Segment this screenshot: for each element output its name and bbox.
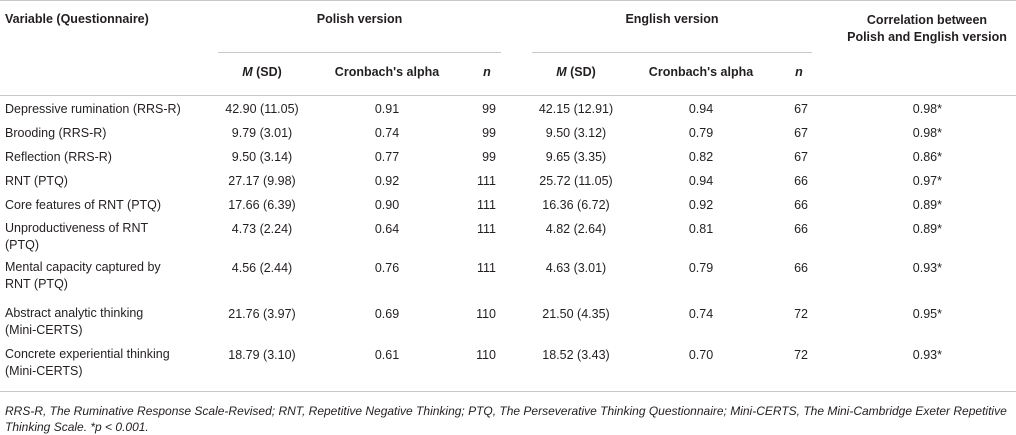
row-3-variable: RNT (PTQ): [5, 174, 68, 188]
row-2-en-n: 67: [794, 150, 808, 164]
row-8-variable: Concrete experiential thinking: [5, 347, 170, 361]
row-7-pl-alpha: 0.69: [374, 307, 400, 321]
row-7-variable-line2: (Mini-CERTS): [5, 323, 83, 337]
row-6-corr: 0.93*: [912, 261, 942, 275]
row-0-en-alpha: 0.94: [688, 102, 714, 116]
header-polish: Polish version: [316, 12, 403, 26]
row-8-variable-line2: (Mini-CERTS): [5, 364, 83, 378]
row-8-pl-alpha: 0.61: [374, 348, 400, 362]
row-5-pl-alpha: 0.64: [374, 222, 400, 236]
row-6-en-alpha: 0.79: [688, 261, 714, 275]
row-3-en-alpha: 0.94: [688, 174, 714, 188]
row-6-pl-msd: 4.56 (2.44): [231, 261, 293, 275]
row-5-pl-n: 111: [476, 222, 496, 236]
row-8-pl-msd: 18.79 (3.10): [228, 348, 296, 362]
row-6-en-msd: 4.63 (3.01): [545, 261, 607, 275]
subheader-sd: (SD): [256, 65, 282, 79]
row-1-pl-n: 99: [482, 126, 496, 140]
row-0-en-msd: 42.15 (12.91): [538, 102, 614, 116]
subheader-english-alpha: Cronbach's alpha: [648, 65, 754, 79]
row-7-en-alpha: 0.74: [688, 307, 714, 321]
row-3-pl-alpha: 0.92: [374, 174, 400, 188]
row-4-variable: Core features of RNT (PTQ): [5, 198, 162, 212]
row-6-variable-line2: RNT (PTQ): [5, 277, 68, 291]
row-7-pl-msd: 21.76 (3.97): [228, 307, 296, 321]
subheader-english-n: n: [795, 65, 803, 79]
top-rule: [0, 0, 1016, 1]
row-7-variable: Abstract analytic thinking: [5, 306, 144, 320]
polish-group-rule: [218, 52, 501, 53]
row-5-en-n: 66: [794, 222, 808, 236]
row-8-pl-n: 110: [476, 348, 496, 362]
row-0-pl-msd: 42.90 (11.05): [225, 102, 299, 116]
row-2-pl-msd: 9.50 (3.14): [231, 150, 293, 164]
header-variable: Variable (Questionnaire): [5, 12, 149, 26]
row-4-pl-n: 111: [476, 198, 496, 212]
row-0-corr: 0.98*: [912, 102, 942, 116]
header-bottom-rule: [0, 95, 1016, 96]
subheader-polish-alpha: Cronbach's alpha: [334, 65, 440, 79]
row-3-corr: 0.97*: [912, 174, 942, 188]
row-1-en-n: 67: [794, 126, 808, 140]
subheader-polish-n: n: [483, 65, 491, 79]
row-6-en-n: 66: [794, 261, 808, 275]
row-4-en-msd: 16.36 (6.72): [542, 198, 610, 212]
row-1-en-alpha: 0.79: [688, 126, 714, 140]
subheader-english-msd: [532, 64, 620, 80]
row-7-pl-n: 110: [476, 307, 496, 321]
row-3-en-n: 66: [794, 174, 808, 188]
row-8-en-msd: 18.52 (3.43): [542, 348, 610, 362]
row-8-corr: 0.93*: [912, 348, 942, 362]
row-2-en-alpha: 0.82: [688, 150, 714, 164]
row-5-variable: Unproductiveness of RNT: [5, 221, 149, 235]
header-correlation-line1: Correlation between: [866, 13, 988, 27]
row-5-en-msd: 4.82 (2.64): [545, 222, 607, 236]
row-3-en-msd: 25.72 (11.05): [539, 174, 613, 188]
row-7-en-msd: 21.50 (4.35): [542, 307, 610, 321]
row-5-corr: 0.89*: [912, 222, 942, 236]
subheader-m-en: M: [556, 65, 567, 79]
english-group-rule: [532, 52, 812, 53]
row-1-pl-msd: 9.79 (3.01): [231, 126, 293, 140]
row-5-variable-line2: (PTQ): [5, 238, 40, 252]
row-0-variable: Depressive rumination (RRS-R): [5, 102, 181, 116]
row-6-pl-n: 111: [476, 261, 496, 275]
row-2-variable: Reflection (RRS-R): [5, 150, 112, 164]
row-7-corr: 0.95*: [912, 307, 942, 321]
row-1-corr: 0.98*: [912, 126, 942, 140]
row-2-en-msd: 9.65 (3.35): [545, 150, 607, 164]
row-6-pl-alpha: 0.76: [374, 261, 400, 275]
row-3-pl-msd: 27.17 (9.98): [228, 174, 296, 188]
footnote: RRS-R, The Ruminative Response Scale-Revised; RNT, Repetitive Negative Thinking; PTQ, The Perseverative Thinking Questionnaire; Mini-CERTS, The Mini-Cambridge Exeter Repetitive Thinking Scale. *p < 0.001.: [5, 404, 1007, 434]
row-0-pl-n: 99: [482, 102, 496, 116]
row-5-pl-msd: 4.73 (2.24): [231, 222, 293, 236]
subheader-polish-msd: [218, 64, 306, 80]
row-2-pl-alpha: 0.77: [374, 150, 400, 164]
row-2-pl-n: 99: [482, 150, 496, 164]
row-4-en-alpha: 0.92: [688, 198, 714, 212]
row-0-pl-alpha: 0.91: [374, 102, 400, 116]
row-1-pl-alpha: 0.74: [374, 126, 400, 140]
row-4-pl-msd: 17.66 (6.39): [228, 198, 296, 212]
row-8-en-alpha: 0.70: [688, 348, 714, 362]
row-2-corr: 0.86*: [912, 150, 942, 164]
subheader-m: M: [242, 65, 253, 79]
row-7-en-n: 72: [794, 307, 808, 321]
row-4-corr: 0.89*: [912, 198, 942, 212]
row-1-variable: Brooding (RRS-R): [5, 126, 107, 140]
row-3-pl-n: 111: [476, 174, 496, 188]
row-4-en-n: 66: [794, 198, 808, 212]
table-bottom-rule: [0, 391, 1016, 392]
row-4-pl-alpha: 0.90: [374, 198, 400, 212]
row-0-en-n: 67: [794, 102, 808, 116]
header-english: English version: [625, 12, 719, 26]
header-correlation-line2: Polish and English version: [847, 30, 1007, 44]
row-8-en-n: 72: [794, 348, 808, 362]
row-6-variable: Mental capacity captured by: [5, 260, 161, 274]
row-5-en-alpha: 0.81: [688, 222, 714, 236]
subheader-sd-en: (SD): [570, 65, 596, 79]
row-1-en-msd: 9.50 (3.12): [545, 126, 607, 140]
